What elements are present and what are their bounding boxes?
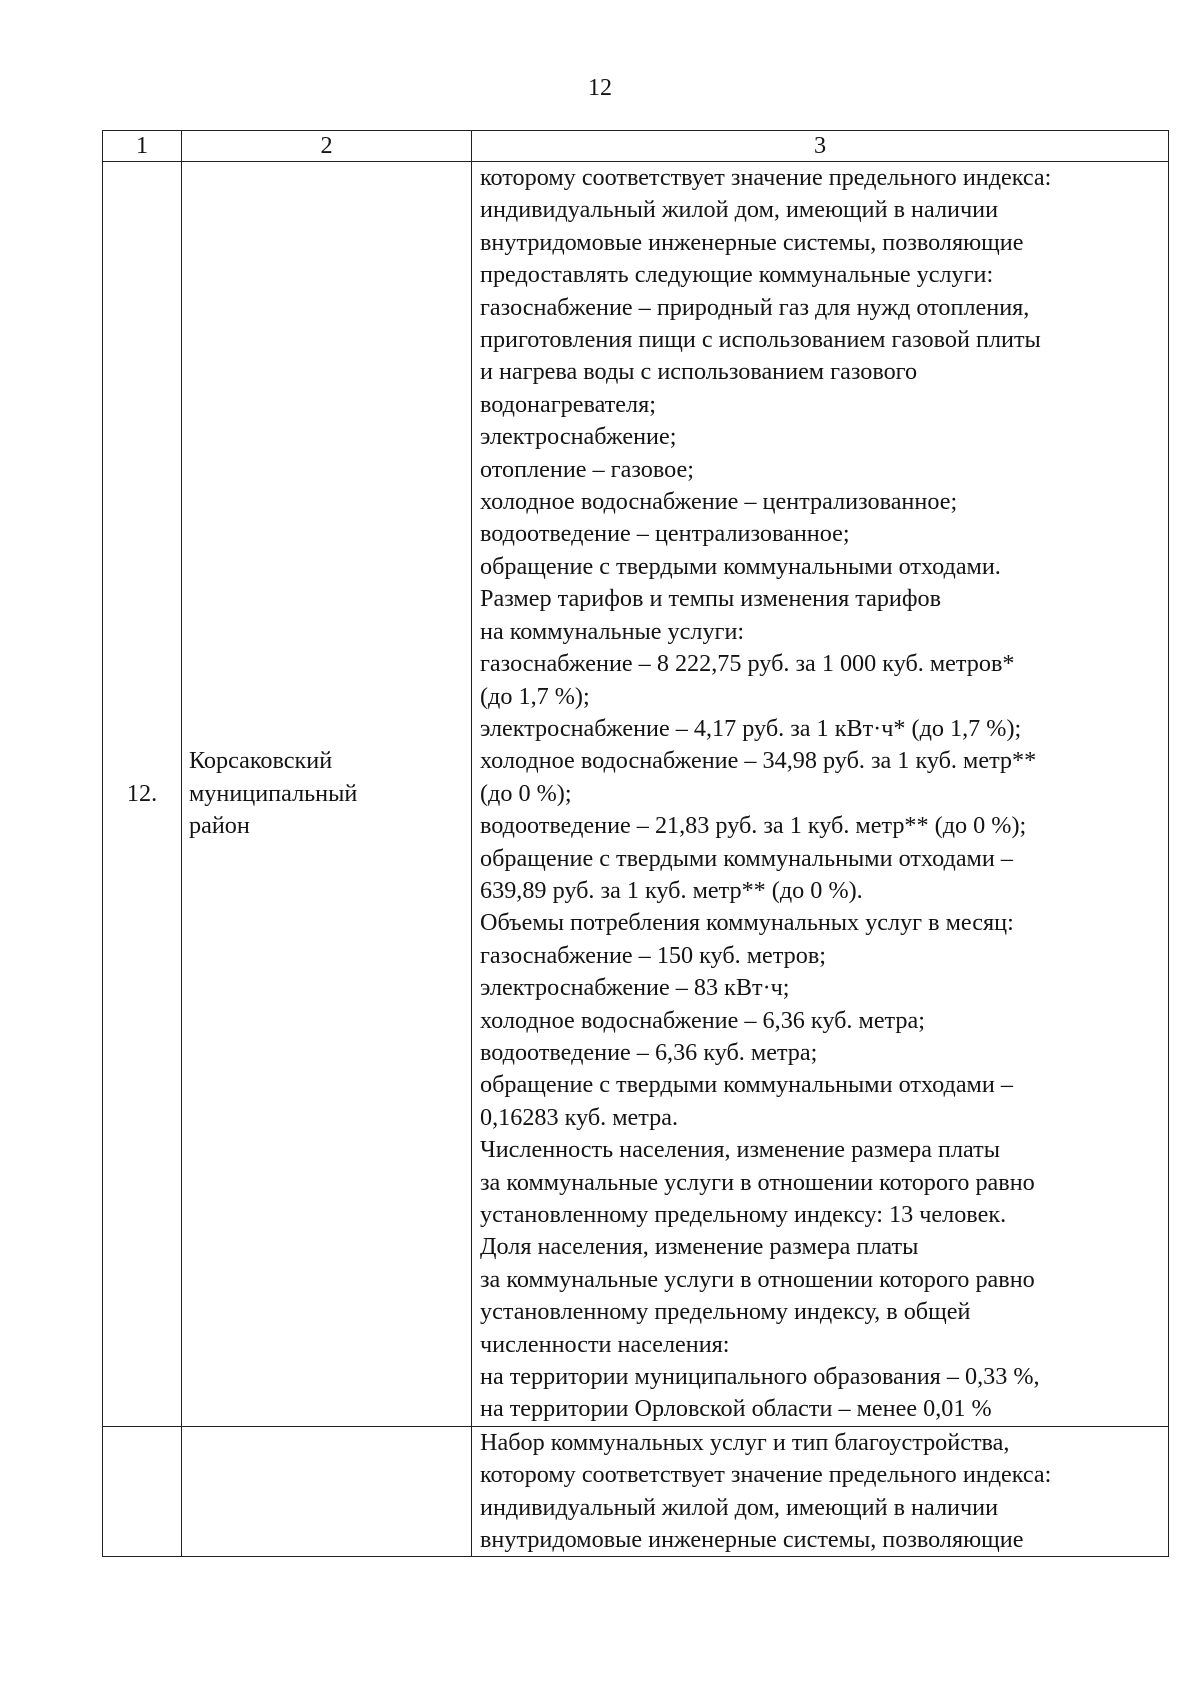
content-line: электроснабжение – 4,17 руб. за 1 кВт·ч* (до 1,7 %); (480, 714, 1022, 742)
row-number-cell: 12. (103, 162, 182, 1427)
content-line: на территории Орловской области – менее 0,01 % (480, 1395, 992, 1423)
content-line: обращение с твердыми коммунальными отходами. (480, 552, 1001, 580)
district-cell (182, 1426, 472, 1557)
content-cell (472, 1426, 1169, 1557)
content-line: Набор коммунальных услуг и тип благоустройства, (480, 1428, 1010, 1456)
content-line: которому соответствует значение предельного индекса: (480, 1461, 1052, 1489)
content-line: за коммунальные услуги в отношении которого равно (480, 1168, 1035, 1196)
content-line: и нагрева воды с использованием газового (480, 358, 918, 386)
table-row (103, 1426, 1169, 1557)
content-line: внутридомовые инженерные системы, позволяющие (480, 228, 1024, 256)
content-line: за коммунальные услуги в отношении которого равно (480, 1265, 1035, 1293)
content-line: электроснабжение; (480, 423, 677, 451)
tariff-table (102, 130, 1169, 1557)
content-line: холодное водоснабжение – централизованное; (480, 488, 958, 516)
district-name-line: муниципальный (189, 779, 358, 807)
content-line: Размер тарифов и темпы изменения тарифов (480, 585, 942, 613)
row-number-cell (103, 1426, 182, 1557)
content-line: водоотведение – 6,36 куб. метра; (480, 1038, 818, 1066)
content-line: водоотведение – 21,83 руб. за 1 куб. метр** (до 0 %); (480, 812, 1027, 840)
content-line: Объемы потребления коммунальных услуг в месяц: (480, 909, 1014, 937)
content-line: индивидуальный жилой дом, имеющий в наличии (480, 1493, 999, 1521)
table-row (103, 162, 1169, 1427)
content-line: отопление – газовое; (480, 455, 694, 483)
content-line: предоставлять следующие коммунальные услуги: (480, 261, 994, 289)
district-name-line: Корсаковский (189, 747, 333, 775)
content-line: 639,89 руб. за 1 куб. метр** (до 0 %). (480, 876, 863, 904)
content-line: установленному предельному индексу, в общей (480, 1298, 971, 1326)
content-line: Доля населения, изменение размера платы (480, 1233, 919, 1261)
content-line: обращение с твердыми коммунальными отходами – (480, 844, 1013, 872)
column-header-3: 3 (472, 131, 1169, 162)
content-line: внутридомовые инженерные системы, позволяющие (480, 1526, 1024, 1554)
column-header-1: 1 (103, 131, 182, 162)
column-header-2: 2 (182, 131, 472, 162)
district-name-line: район (189, 812, 250, 840)
page-number: 12 (588, 75, 612, 101)
content-line: холодное водоснабжение – 34,98 руб. за 1 куб. метр** (480, 747, 1037, 775)
content-line: (до 1,7 %); (480, 682, 590, 710)
content-line: установленному предельному индексу: 13 человек. (480, 1201, 1007, 1228)
content-line: водонагревателя; (480, 390, 656, 418)
content-line: 0,16283 куб. метра. (480, 1103, 679, 1131)
content-line: газоснабжение – 8 222,75 руб. за 1 000 куб. метров* (480, 650, 1015, 678)
content-line: численности населения: (480, 1330, 730, 1358)
content-line: которому соответствует значение предельного индекса: (480, 164, 1052, 191)
content-line: приготовления пищи с использованием газовой плиты (480, 326, 1041, 354)
content-line: холодное водоснабжение – 6,36 куб. метра; (480, 1006, 925, 1034)
content-line: обращение с твердыми коммунальными отходами – (480, 1071, 1013, 1099)
content-line: (до 0 %); (480, 779, 572, 807)
content-line: Численность населения, изменение размера платы (480, 1136, 1000, 1164)
content-line: газоснабжение – природный газ для нужд отопления, (480, 293, 1030, 321)
content-line: индивидуальный жилой дом, имеющий в наличии (480, 196, 999, 224)
content-line: электроснабжение – 83 кВт·ч; (480, 974, 790, 1002)
content-line: на коммунальные услуги: (480, 617, 745, 645)
content-cell (472, 162, 1169, 1427)
table-header-row (103, 131, 1169, 162)
content-line: водоотведение – централизованное; (480, 520, 850, 548)
district-cell (182, 162, 472, 1427)
content-line: газоснабжение – 150 куб. метров; (480, 941, 826, 969)
content-line: на территории муниципального образования – 0,33 %, (480, 1363, 1040, 1391)
